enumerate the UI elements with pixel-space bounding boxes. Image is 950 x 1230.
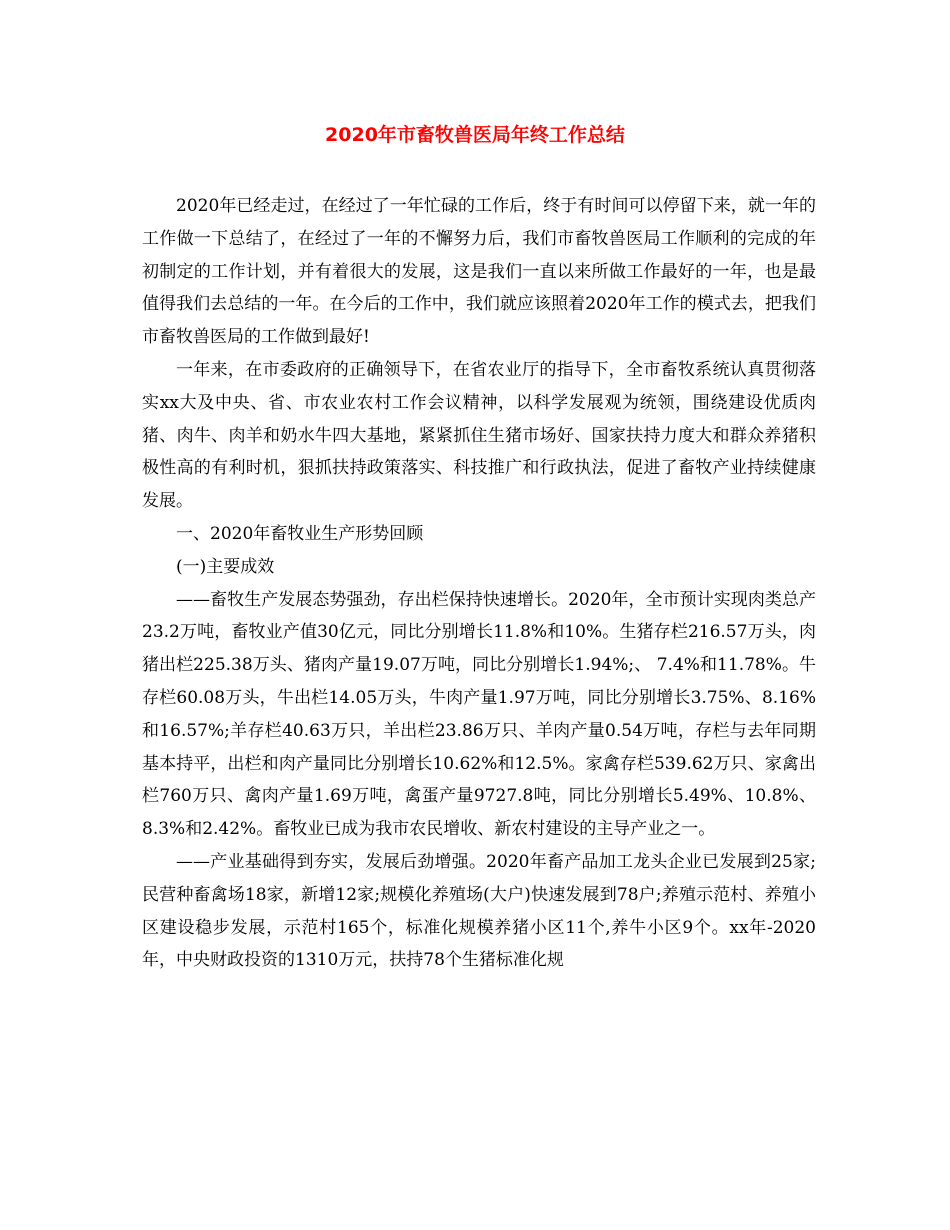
subsection-heading: (一)主要成效 bbox=[176, 556, 275, 577]
paragraph-industry-foundation: ——产业基础得到夯实，发展后劲增强。2020年畜产品加工龙头企业已发展到25家;民营种畜禽场18家，新增12家;规模化养殖场(大户)快速发展到78户;养殖示范村、养殖小区建设稳步发展，示范村165个，标准化规模养猪小区11个,养牛小区9个。xx年-2020年，中央财政投资的1310万元，扶持78个生猪标准化规 bbox=[142, 851, 816, 971]
paragraph-production: ——畜牧生产发展态势强劲，存出栏保持快速增长。2020年，全市预计实现肉类总产23.2万吨，畜牧业产值30亿元，同比分别增长11.8%和10%。生猪存栏216.57万头，肉猪出栏225.38万头、猪肉产量19.07万吨，同比分别增长1.94%;、 7.4%和11.78%。牛存栏60.08万头，牛出栏14.05万头，牛肉产量1.97万吨，同比分别增长3.75%、8.16%和16.57%;羊存栏40.63万只，羊出栏23.86万只、羊肉产量0.54万吨，存栏与去年同期基本持平，出栏和肉产量同比分别增长10.62%和12.5%。家禽存栏539.62万只、家禽出栏760万只、禽肉产量1.69万吨，禽蛋产量9727.8吨，同比分别增长5.49%、10.8%、8.3%和2.42%。畜牧业已成为我市农民增收、新农村建设的主导产业之一。 bbox=[142, 589, 816, 840]
document-body bbox=[142, 190, 816, 977]
document-title: 2020年市畜牧兽医局年终工作总结 bbox=[325, 124, 625, 146]
paragraph-overview: 一年来，在市委政府的正确领导下，在省农业厅的指导下，全市畜牧系统认真贯彻落实xx大及中央、省、市农业农村工作会议精神，以科学发展观为统领，围绕建设优质肉猪、肉牛、肉羊和奶水牛四大基地，紧紧抓住生猪市场好、国家扶持力度大和群众养猪积极性高的有利时机，狠抓扶持政策落实、科技推广和行政执法，促进了畜牧产业持续健康发展。 bbox=[142, 359, 816, 512]
paragraph-intro: 2020年已经走过，在经过了一年忙碌的工作后，终于有时间可以停留下来，就一年的工作做一下总结了，在经过了一年的不懈努力后，我们市畜牧兽医局工作顺利的完成的年初制定的工作计划，并有着很大的发展，这是我们一直以来所做工作最好的一年，也是最值得我们去总结的一年。在今后的工作中，我们就应该照着2020年工作的模式去，把我们市畜牧兽医局的工作做到最好! bbox=[142, 196, 816, 348]
section-heading: 一、2020年畜牧业生产形势回顾 bbox=[176, 523, 424, 544]
